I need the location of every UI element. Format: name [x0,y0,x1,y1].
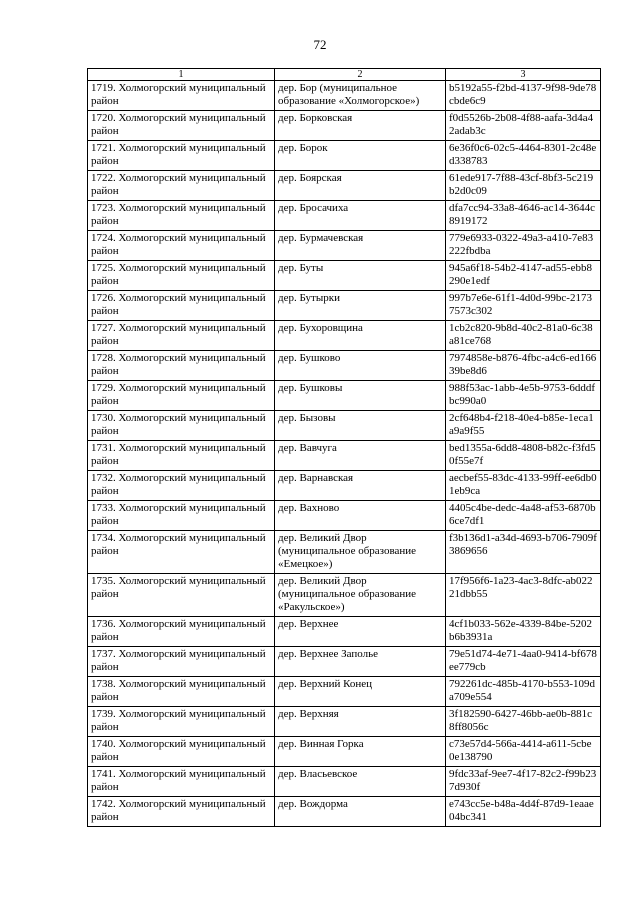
settlement-cell: дер. Борок [275,141,446,171]
settlement-cell: дер. Вождорма [275,797,446,827]
settlement-cell: дер. Бутырки [275,291,446,321]
code-cell: 6e36f0c6-02c5-4464-8301-2c48ed338783 [446,141,601,171]
code-cell: 2cf648b4-f218-40e4-b85e-1eca1a9a9f55 [446,411,601,441]
code-cell: aecbef55-83dc-4133-99ff-ee6db01eb9ca [446,471,601,501]
code-cell: 945a6f18-54b2-4147-ad55-ebb8290e1edf [446,261,601,291]
table-row [88,231,601,261]
code-cell: 7974858e-b876-4fbc-a4c6-ed16639be8d6 [446,351,601,381]
table-row [88,441,601,471]
table-row [88,617,601,647]
district-cell: 1728. Холмогорский муниципальный район [88,351,275,381]
code-cell: 79e51d74-4e71-4aa0-9414-bf678ee779cb [446,647,601,677]
district-cell: 1720. Холмогорский муниципальный район [88,111,275,141]
code-cell: e743cc5e-b48a-4d4f-87d9-1eaae04bc341 [446,797,601,827]
settlement-cell: дер. Верхнее Заполье [275,647,446,677]
table-row [88,501,601,531]
settlement-cell: дер. Бызовы [275,411,446,441]
table-row [88,647,601,677]
district-cell: 1719. Холмогорский муниципальный район [88,81,275,111]
settlement-cell: дер. Варнавская [275,471,446,501]
table-row [88,351,601,381]
settlement-cell: дер. Вахново [275,501,446,531]
table-row [88,81,601,111]
table-row [88,111,601,141]
column-header-1: 1 [88,69,275,81]
settlement-cell: дер. Бор (муниципальное образование «Холмогорское») [275,81,446,111]
settlement-cell: дер. Бухоровщина [275,321,446,351]
table-row [88,321,601,351]
table-row [88,531,601,574]
code-cell: 997b7e6e-61f1-4d0d-99bc-21737573c302 [446,291,601,321]
table-row [88,411,601,441]
table-row [88,574,601,617]
district-cell: 1723. Холмогорский муниципальный район [88,201,275,231]
code-cell: c73e57d4-566a-4414-a611-5cbe0e138790 [446,737,601,767]
district-cell: 1722. Холмогорский муниципальный район [88,171,275,201]
code-cell: 792261dc-485b-4170-b553-109da709e554 [446,677,601,707]
settlement-cell: дер. Великий Двор (муниципальное образование «Емецкое») [275,531,446,574]
settlement-cell: дер. Буты [275,261,446,291]
table-row [88,707,601,737]
code-cell: b5192a55-f2bd-4137-9f98-9de78cbde6c9 [446,81,601,111]
settlement-cell: дер. Верхняя [275,707,446,737]
district-cell: 1735. Холмогорский муниципальный район [88,574,275,617]
code-cell: bed1355a-6dd8-4808-b82c-f3fd50f55e7f [446,441,601,471]
column-header-2: 2 [275,69,446,81]
table-row [88,677,601,707]
settlement-cell: дер. Вавчуга [275,441,446,471]
code-cell: 9fdc33af-9ee7-4f17-82c2-f99b237d930f [446,767,601,797]
code-cell: 4cf1b033-562e-4339-84be-5202b6b3931a [446,617,601,647]
district-cell: 1730. Холмогорский муниципальный район [88,411,275,441]
table-body [88,81,601,827]
table-row [88,171,601,201]
settlement-cell: дер. Бурмачевская [275,231,446,261]
code-cell: 1cb2c820-9b8d-40c2-81a0-6c38a81ce768 [446,321,601,351]
district-cell: 1731. Холмогорский муниципальный район [88,441,275,471]
page-number: 72 [313,37,327,52]
district-cell: 1741. Холмогорский муниципальный район [88,767,275,797]
district-cell: 1740. Холмогорский муниципальный район [88,737,275,767]
district-cell: 1742. Холмогорский муниципальный район [88,797,275,827]
code-cell: f0d5526b-2b08-4f88-aafa-3d4a42adab3c [446,111,601,141]
table-row [88,767,601,797]
district-cell: 1729. Холмогорский муниципальный район [88,381,275,411]
district-cell: 1738. Холмогорский муниципальный район [88,677,275,707]
settlement-cell: дер. Боярская [275,171,446,201]
code-cell: 61ede917-7f88-43cf-8bf3-5c219b2d0c09 [446,171,601,201]
district-cell: 1737. Холмогорский муниципальный район [88,647,275,677]
code-cell: 4405c4be-dedc-4a48-af53-6870b6ce7df1 [446,501,601,531]
code-cell: 3f182590-6427-46bb-ae0b-881c8ff8056c [446,707,601,737]
table-row [88,141,601,171]
code-cell: 779e6933-0322-49a3-a410-7e83222fbdba [446,231,601,261]
settlement-cell: дер. Винная Горка [275,737,446,767]
code-cell: f3b136d1-a34d-4693-b706-7909f3869656 [446,531,601,574]
settlement-cell: дер. Власьевское [275,767,446,797]
settlements-table [87,68,601,827]
district-cell: 1739. Холмогорский муниципальный район [88,707,275,737]
settlement-cell: дер. Великий Двор (муниципальное образование «Ракульское») [275,574,446,617]
table-row [88,291,601,321]
code-cell: 17f956f6-1a23-4ac3-8dfc-ab02221dbb55 [446,574,601,617]
table-row [88,737,601,767]
district-cell: 1732. Холмогорский муниципальный район [88,471,275,501]
table-row [88,201,601,231]
district-cell: 1736. Холмогорский муниципальный район [88,617,275,647]
table-row [88,797,601,827]
table-row [88,261,601,291]
settlement-cell: дер. Бушково [275,351,446,381]
settlement-cell: дер. Бросачиха [275,201,446,231]
district-cell: 1734. Холмогорский муниципальный район [88,531,275,574]
table-row [88,381,601,411]
settlement-cell: дер. Верхнее [275,617,446,647]
district-cell: 1724. Холмогорский муниципальный район [88,231,275,261]
district-cell: 1733. Холмогорский муниципальный район [88,501,275,531]
settlement-cell: дер. Верхний Конец [275,677,446,707]
settlement-cell: дер. Бушковы [275,381,446,411]
column-header-3: 3 [446,69,601,81]
district-cell: 1721. Холмогорский муниципальный район [88,141,275,171]
district-cell: 1726. Холмогорский муниципальный район [88,291,275,321]
district-cell: 1727. Холмогорский муниципальный район [88,321,275,351]
district-cell: 1725. Холмогорский муниципальный район [88,261,275,291]
code-cell: dfa7cc94-33a8-4646-ac14-3644c8919172 [446,201,601,231]
settlement-cell: дер. Борковская [275,111,446,141]
table-row [88,471,601,501]
code-cell: 988f53ac-1abb-4e5b-9753-6dddfbc990a0 [446,381,601,411]
table-header-row [88,69,601,81]
